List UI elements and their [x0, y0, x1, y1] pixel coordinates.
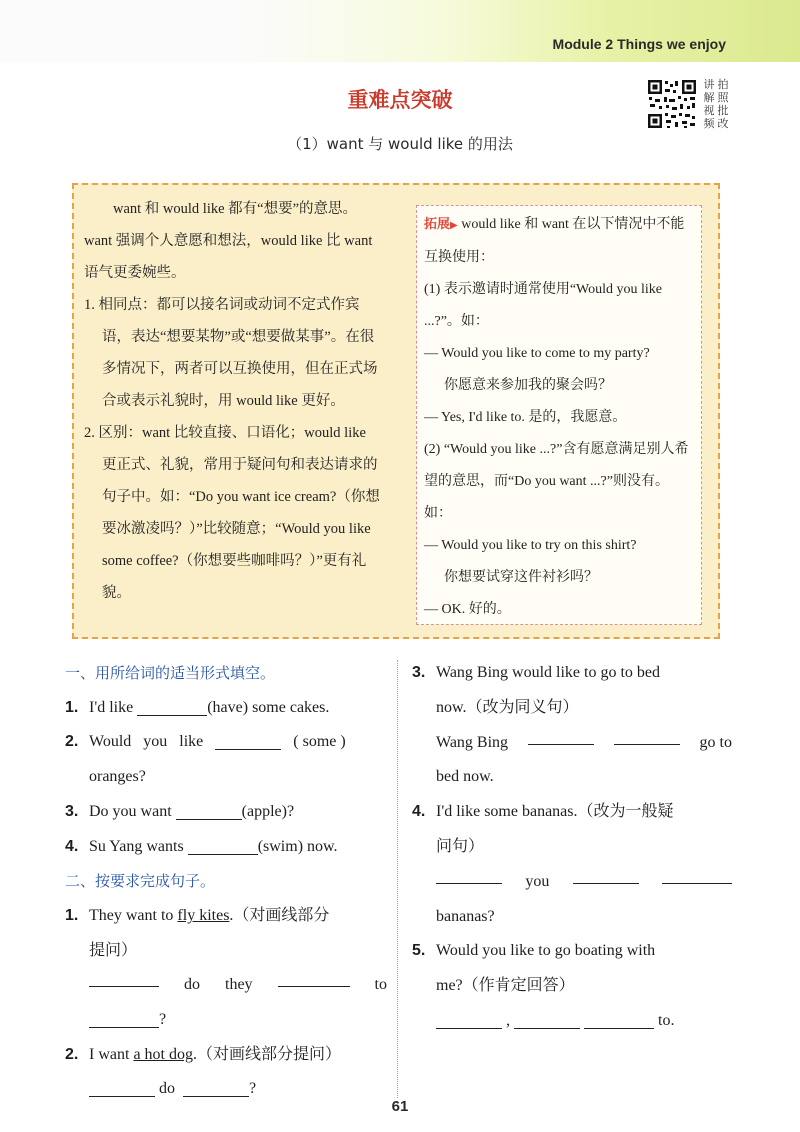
answer-blank[interactable]	[528, 726, 594, 745]
answer-word: to	[374, 976, 387, 994]
question-number: 4.	[412, 803, 426, 821]
sub-title: （1）want 与 would like 的用法	[287, 135, 513, 153]
qr-label: 批	[717, 104, 729, 117]
question-number: 1.	[65, 698, 79, 716]
part1-heading: 一、用所给词的适当形式填空。	[65, 664, 276, 682]
answer-word: Wang Bing	[436, 733, 509, 751]
page-number: 61	[391, 1098, 409, 1115]
question-text: Su Yang wants	[89, 837, 184, 855]
explanation-box	[72, 183, 720, 639]
part2-q4-answer-line-2: bananas?	[436, 907, 495, 925]
column-divider	[397, 660, 398, 1098]
exercise-left-column	[65, 656, 387, 1107]
part1-q1	[65, 691, 387, 726]
part2-q1-answer-line-2	[65, 1003, 387, 1038]
module-label: Module 2 Things we enjoy	[552, 36, 726, 52]
extension-tag	[424, 217, 458, 232]
extension-example-1-q: — Would you like to come to my party?	[424, 346, 650, 361]
qr-label: 频	[703, 117, 715, 130]
answer-blank[interactable]	[188, 836, 258, 855]
extension-example-1-a: — Yes, I'd like to. 是的，我愿意。	[424, 410, 627, 425]
underlined-phrase: fly kites	[177, 906, 230, 924]
explanation-text	[84, 193, 384, 609]
extension-item-1: (1) 表示邀请时通常使用“Would you like ...?”。如：	[424, 282, 663, 329]
question-number: 5.	[412, 942, 426, 960]
part2-q1	[65, 899, 387, 934]
answer-blank[interactable]	[573, 865, 639, 884]
underlined-phrase: a hot dog	[133, 1045, 193, 1063]
question-text: Wang Bing would like to go to bed	[436, 664, 661, 681]
question-number: 4.	[65, 837, 79, 855]
extension-tag-label: 拓展	[424, 217, 451, 232]
extension-example-1-q-cn: 你愿意来参加我的聚会吗？	[444, 378, 612, 393]
answer-blank[interactable]	[662, 865, 732, 884]
question-text: I'd like some bananas.（改为一般疑	[436, 803, 674, 821]
answer-blank[interactable]	[436, 865, 502, 884]
question-text: Do you want	[89, 802, 172, 820]
answer-blank[interactable]	[436, 1010, 502, 1029]
qr-code-icon	[646, 78, 698, 130]
extension-item-2: (2) “Would you like ...?”含有愿意满足别人希望的意思，而“Do you want ...?”则没有。如：	[424, 442, 689, 521]
qr-label: 解	[703, 91, 715, 104]
answer-word: you	[525, 872, 550, 890]
part1-q2	[65, 725, 387, 760]
question-text: .（对画线部分提问）	[192, 1045, 341, 1063]
qr-labels	[702, 78, 730, 132]
answer-blank[interactable]	[89, 968, 159, 987]
part1-q4	[65, 830, 387, 865]
answer-blank[interactable]	[278, 968, 350, 987]
part2-q4	[412, 795, 732, 830]
exercise-right-column	[412, 656, 732, 1039]
question-text: (apple)?	[241, 802, 295, 820]
answer-blank[interactable]	[614, 726, 680, 745]
explanation-point-1: 1. 相同点：都可以接名词或动词不定式作宾语，表达“想要某物”或“想要做某事”。在很多情况下，两者可以互换使用，但在正式场合或表示礼貌时，用 would like 更好。	[84, 297, 378, 409]
extension-example-2-q: — Would you like to try on this shirt?	[424, 538, 637, 553]
question-text: (have) some cakes.	[207, 698, 330, 716]
answer-blank[interactable]	[89, 1078, 155, 1097]
part2-q3-answer-line-2: bed now.	[436, 768, 494, 786]
part2-q1-answer-line	[65, 968, 387, 1003]
question-text: .（对画线部分	[229, 906, 330, 924]
answer-word: to.	[658, 1011, 675, 1029]
part2-q3	[412, 656, 732, 691]
part2-q3-cont: now.（改为同义句）	[436, 698, 579, 716]
explanation-intro: want 和 would like 都有“想要”的意思。want 强调个人意愿和想法，would like 比 want 语气更委婉些。	[84, 201, 373, 281]
answer-blank[interactable]	[215, 731, 281, 750]
answer-word: go to	[699, 733, 732, 751]
question-text: I'd like	[89, 698, 134, 716]
part1-q3	[65, 795, 387, 830]
part2-q5	[412, 934, 732, 969]
answer-blank[interactable]	[137, 697, 207, 716]
section-title: 重难点突破	[347, 88, 453, 112]
question-text: ( some )	[293, 733, 346, 751]
part1-q2-cont: oranges?	[89, 768, 146, 786]
answer-word: ?	[159, 1011, 167, 1029]
question-number: 3.	[412, 664, 426, 681]
answer-blank[interactable]	[89, 1009, 159, 1028]
part2-q5-cont: me?（作肯定回答）	[436, 977, 575, 995]
question-text: I want	[89, 1045, 130, 1063]
qr-label: 改	[717, 117, 729, 130]
question-number: 3.	[65, 802, 79, 820]
answer-word: ,	[506, 1011, 510, 1029]
question-number: 1.	[65, 906, 79, 924]
question-number: 2.	[65, 733, 79, 751]
extension-example-2-a: — OK. 好的。	[424, 602, 511, 617]
extension-intro-line	[424, 209, 695, 274]
answer-word: they	[225, 976, 253, 994]
part2-q2	[65, 1038, 387, 1073]
header-band	[0, 0, 800, 62]
explanation-point-2: 2. 区别：want 比较直接、口语化；would like 更正式、礼貌，常用于疑问句和表达请求的句子中。如：“Do you want ice cream?（你想要冰激凌吗？）”比较随意；“Would you like some coffee?（你想要些咖啡吗？）”更有礼貌。	[84, 425, 380, 601]
question-text: Would you like to go boating with	[436, 942, 656, 960]
part2-q3-answer-line	[412, 726, 732, 761]
extension-intro: would like 和 want 在以下情况中不能互换使用：	[424, 217, 685, 265]
extension-box	[416, 205, 702, 625]
answer-word: do	[184, 976, 200, 994]
question-number: 2.	[65, 1045, 79, 1063]
part2-q1-cont: 提问）	[89, 941, 138, 959]
answer-blank[interactable]	[176, 801, 242, 820]
answer-blank[interactable]	[183, 1078, 249, 1097]
answer-word: ?	[249, 1080, 257, 1098]
qr-label: 拍	[717, 78, 729, 91]
question-text: (swim) now.	[257, 837, 338, 855]
part2-q4-cont: 问句）	[436, 837, 485, 855]
qr-label: 讲	[703, 78, 715, 91]
part2-q5-answer-line	[412, 1004, 732, 1039]
question-text: They want to	[89, 906, 174, 924]
answer-blank[interactable]	[514, 1010, 580, 1029]
part2-heading: 二、按要求完成句子。	[65, 872, 216, 891]
answer-word: do	[159, 1080, 175, 1098]
extension-example-2-q-cn: 你想要试穿这件衬衫吗？	[444, 570, 598, 585]
answer-blank[interactable]	[584, 1010, 654, 1029]
qr-label: 照	[717, 91, 729, 104]
question-text: Would you like	[89, 733, 204, 751]
part2-q4-answer-line	[412, 865, 732, 900]
arrow-icon: ▶	[450, 220, 458, 231]
qr-label: 视	[703, 104, 715, 117]
